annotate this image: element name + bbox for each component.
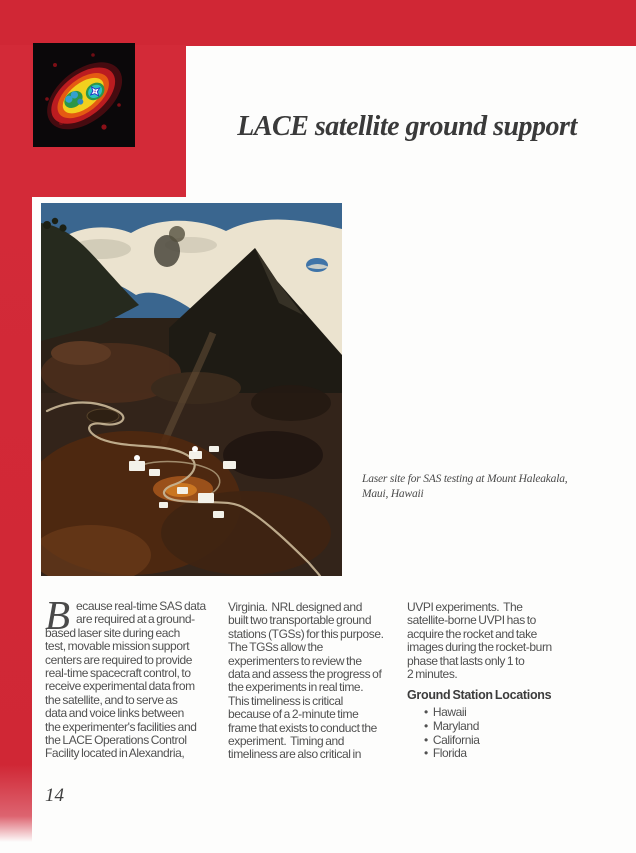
list-item	[424, 747, 585, 761]
location-label: California	[432, 732, 480, 747]
haleakala-photo	[41, 203, 342, 576]
bullet-icon: •	[424, 732, 428, 747]
location-label: Florida	[432, 746, 467, 761]
body-column-3	[407, 601, 585, 761]
list-item	[424, 720, 585, 734]
bullet-icon: •	[424, 719, 428, 734]
body-text-3: UVPI experiments. The satellite-borne UVPI has to acquire the rocket and take images during the rocket-burn phase that lasts only 1 to 2 minutes.	[407, 600, 552, 682]
red-top-band	[0, 0, 636, 46]
page-number: 14	[45, 785, 64, 806]
thermal-infrared-inset-image	[33, 43, 135, 147]
red-side-bar	[0, 196, 32, 842]
body-text-1: ecause real-time SAS data are required at a ground- based laser site during each test, movable mission support centers are required to provide real-time spacecraft control, to receive experimental data from the satellite, and to serve as data and voice links between the experimenter's facilities and the LACE Operations Control Facility located in Alexandria,	[45, 599, 206, 761]
body-text-2: Virginia. NRL designed and built two transportable ground stations (TGSs) for this purpose. The TGSs allow the experimenters to review the data and assess the progress of the experiments in real time. This timeliness is critical because of a 2-minute time frame that exists to conduct the experiment. Timing and timeliness are also critical in	[228, 600, 384, 762]
photo-caption: Laser site for SAS testing at Mount Haleakala, Maui, Hawaii	[362, 473, 568, 500]
location-label: Maryland	[432, 719, 479, 734]
page-title: LACE satellite ground support	[237, 111, 577, 142]
bullet-icon: •	[424, 705, 428, 720]
location-list	[407, 706, 585, 760]
body-column-2	[228, 601, 406, 762]
drop-cap: B	[45, 592, 70, 638]
location-label: Hawaii	[432, 705, 467, 720]
bullet-icon: •	[424, 746, 428, 761]
list-item	[424, 734, 585, 748]
ground-station-locations-heading: Ground Station Locations	[407, 688, 552, 703]
list-item	[424, 706, 585, 720]
body-column-1	[45, 592, 223, 761]
